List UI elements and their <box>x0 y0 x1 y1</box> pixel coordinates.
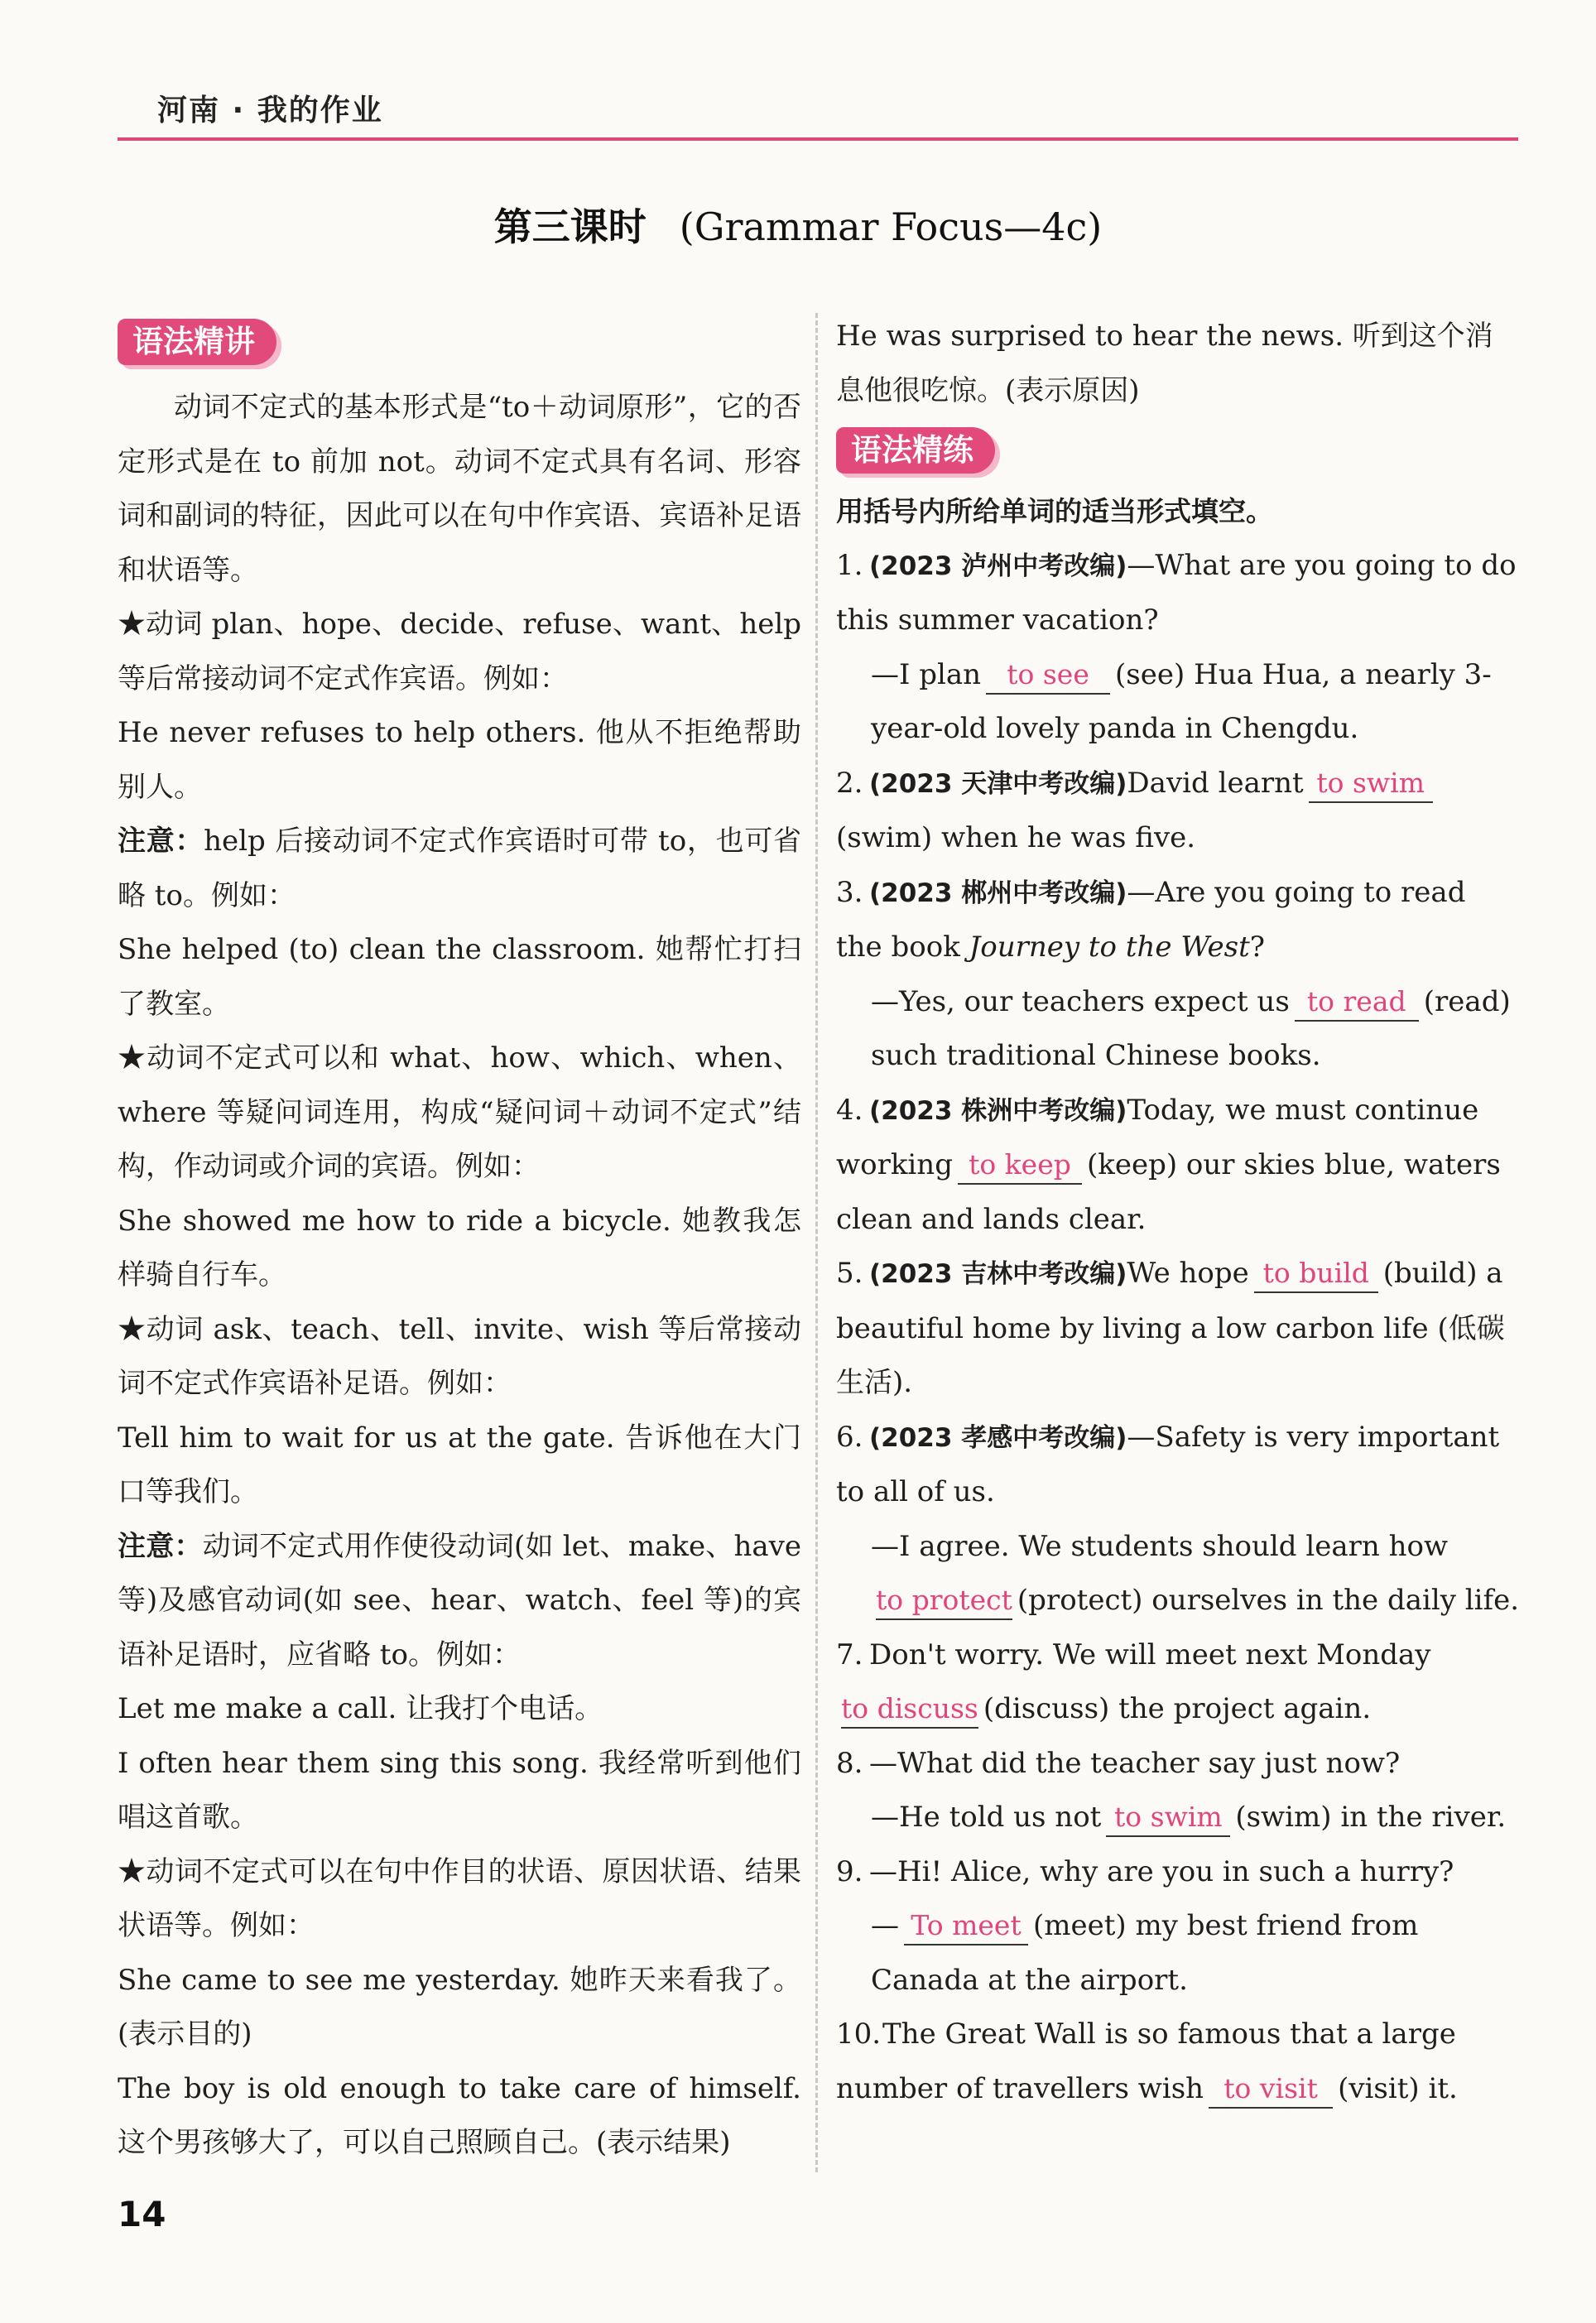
question-source: (2023 株洲中考改编) <box>869 1095 1127 1126</box>
note-2 <box>118 1520 801 1683</box>
continued-example: He was surprised to hear the news. 听到这个消息他很吃惊。(表示原因) <box>836 320 1493 407</box>
question-number: 9. <box>836 1854 863 1888</box>
note-2-example-1: Let me make a call. 让我打个电话。 <box>118 1692 603 1725</box>
question-8: 8. —What did the teacher say just now? —He told us not to swim (swim) in the river. <box>836 1737 1519 1845</box>
answer-blank[interactable]: to swim <box>1106 1799 1230 1837</box>
rule-4-example-1: She came to see me yesterday. 她昨天来看我了。(表示目的) <box>118 1963 801 2051</box>
right-column <box>836 310 1519 2116</box>
question-10: 10.The Great Wall is so famous that a large number of travellers wish to visit (visit) it. <box>836 2008 1519 2116</box>
question-number: 7. <box>836 1638 863 1671</box>
rule-3-example: Tell him to wait for us at the gate. 告诉他在大门口等我们。 <box>118 1421 801 1508</box>
note-2-label: 注意： <box>118 1529 203 1563</box>
rule-1-example: He never refuses to help others. 他从不拒绝帮助别人。 <box>118 716 801 804</box>
lesson-title-en: (Grammar Focus—4c) <box>679 204 1103 249</box>
question-line: —I plan to see (see) Hua Hua, a nearly 3-year-old lovely panda in Chengdu. <box>871 657 1492 745</box>
exercise-instruction: 用括号内所给单词的适当形式填空。 <box>836 495 1273 527</box>
running-head: 河南 · 我的作业 <box>157 94 383 127</box>
question-source: (2023 郴州中考改编) <box>869 878 1127 908</box>
column-divider <box>815 313 818 2172</box>
answer-blank[interactable]: to keep <box>958 1147 1082 1185</box>
answer-blank[interactable]: to discuss <box>841 1691 978 1729</box>
answer-blank[interactable]: to see <box>986 656 1110 695</box>
header-rule <box>118 137 1518 141</box>
answer-blank[interactable]: to visit <box>1209 2070 1333 2109</box>
question-number: 10. <box>836 2018 882 2051</box>
answer-blank[interactable]: To meet <box>904 1907 1028 1945</box>
question-line: —What are you going to do this summer vacation? <box>836 548 1517 637</box>
badge-spacer <box>836 418 1519 484</box>
question-source: (2023 天津中考改编) <box>869 768 1127 799</box>
intro-paragraph: 动词不定式的基本形式是“to＋动词原形”，它的否定形式是在 to 前加 not。动词不定式具有名词、形容词和副词的特征，因此可以在句中作宾语、宾语补足语和状语等。 <box>118 391 801 587</box>
question-9: 9. —Hi! Alice, why are you in such a hurry? — To meet (meet) my best friend from Canada at the airport. <box>836 1845 1519 2008</box>
rule-4: ★动词不定式可以在句中作目的状语、原因状语、结果状语等。例如： <box>118 1854 801 1942</box>
question-source: (2023 孝感中考改编) <box>869 1422 1127 1453</box>
left-column <box>118 381 801 2171</box>
question-line: — To meet (meet) my best friend from Canada at the airport. <box>871 1909 1419 1997</box>
question-number: 1. <box>836 548 863 582</box>
note-2-text: 动词不定式用作使役动词(如 let、make、have 等)及感官动词(如 see、hear、watch、feel 等)的宾语补足语时，应省略 to。例如： <box>118 1529 802 1671</box>
question-number: 2. <box>836 766 863 800</box>
rule-2: ★动词不定式可以和 what、how、which、when、where 等疑问词连用，构成“疑问词＋动词不定式”结构，作动词或介词的宾语。例如： <box>118 1041 801 1183</box>
question-1 <box>836 539 1519 757</box>
answer-blank[interactable]: to protect <box>876 1582 1012 1620</box>
question-6: 6. (2023 孝感中考改编)—Safety is very important to all of us. —I agree. We students should learn howto protect (protect) ourselves in the daily life. <box>836 1411 1519 1628</box>
question-3: 3. (2023 郴州中考改编)—Are you going to read the book Journey to the West? —Yes, our teachers expect us to read (read) such traditional Chinese books. <box>836 866 1519 1084</box>
grammar-explanation-badge: 语法精讲 <box>118 319 276 365</box>
lesson-title-zh: 第三课时 <box>493 204 647 249</box>
rule-4-example-2: The boy is old enough to take care of himself. 这个男孩够大了，可以自己照顾自己。(表示结果) <box>118 2071 801 2159</box>
note-1-label: 注意： <box>118 825 204 858</box>
note-1-text: help 后接动词不定式作宾语时可带 to，也可省略 to。例如： <box>118 825 802 912</box>
rule-1: ★动词 plan、hope、decide、refuse、want、help 等后常接动词不定式作宾语。例如： <box>118 608 801 695</box>
note-1-example: She helped (to) clean the classroom. 她帮忙打扫了教室。 <box>118 933 801 1021</box>
note-1 <box>118 815 801 923</box>
question-number: 3. <box>836 875 863 909</box>
question-7: 7. Don't worry. We will meet next Mondayto discuss (discuss) the project again. <box>836 1628 1519 1737</box>
question-number: 6. <box>836 1420 863 1454</box>
question-line: —I agree. We students should learn howto protect (protect) ourselves in the daily life. <box>836 1520 1519 1628</box>
question-number: 8. <box>836 1746 863 1780</box>
question-source: (2023 吉林中考改编) <box>869 1259 1127 1289</box>
question-4: 4. (2023 株洲中考改编)Today, we must continue working to keep (keep) our skies blue, waters clean and lands clear. <box>836 1084 1519 1248</box>
rule-2-example: She showed me how to ride a bicycle. 她教我怎样骑自行车。 <box>118 1204 801 1291</box>
question-source: (2023 泸州中考改编) <box>869 551 1127 581</box>
lesson-title <box>0 197 1596 252</box>
answer-blank[interactable]: to swim <box>1309 765 1433 803</box>
answer-blank[interactable]: to read <box>1295 984 1419 1022</box>
question-5: 5. (2023 吉林中考改编)We hope to build (build) a beautiful home by living a low carbon life (低碳生活). <box>836 1247 1519 1411</box>
question-2: 2. (2023 天津中考改编)David learnt to swim(swim) when he was five. <box>836 757 1519 866</box>
question-number: 5. <box>836 1257 863 1290</box>
note-2-example-2: I often hear them sing this song. 我经常听到他们唱这首歌。 <box>118 1746 801 1834</box>
answer-blank[interactable]: to build <box>1254 1255 1378 1293</box>
question-number: 4. <box>836 1093 863 1127</box>
question-line: —He told us not to swim (swim) in the river. <box>836 1791 1519 1845</box>
book-title: Journey to the West <box>969 931 1250 964</box>
question-line: —Yes, our teachers expect us to read (read) such traditional Chinese books. <box>871 984 1511 1072</box>
rule-3: ★动词 ask、teach、tell、invite、wish 等后常接动词不定式作宾语补足语。例如： <box>118 1312 801 1400</box>
page-number: 14 <box>118 2194 166 2234</box>
grammar-practice-badge: 语法精练 <box>836 427 995 474</box>
